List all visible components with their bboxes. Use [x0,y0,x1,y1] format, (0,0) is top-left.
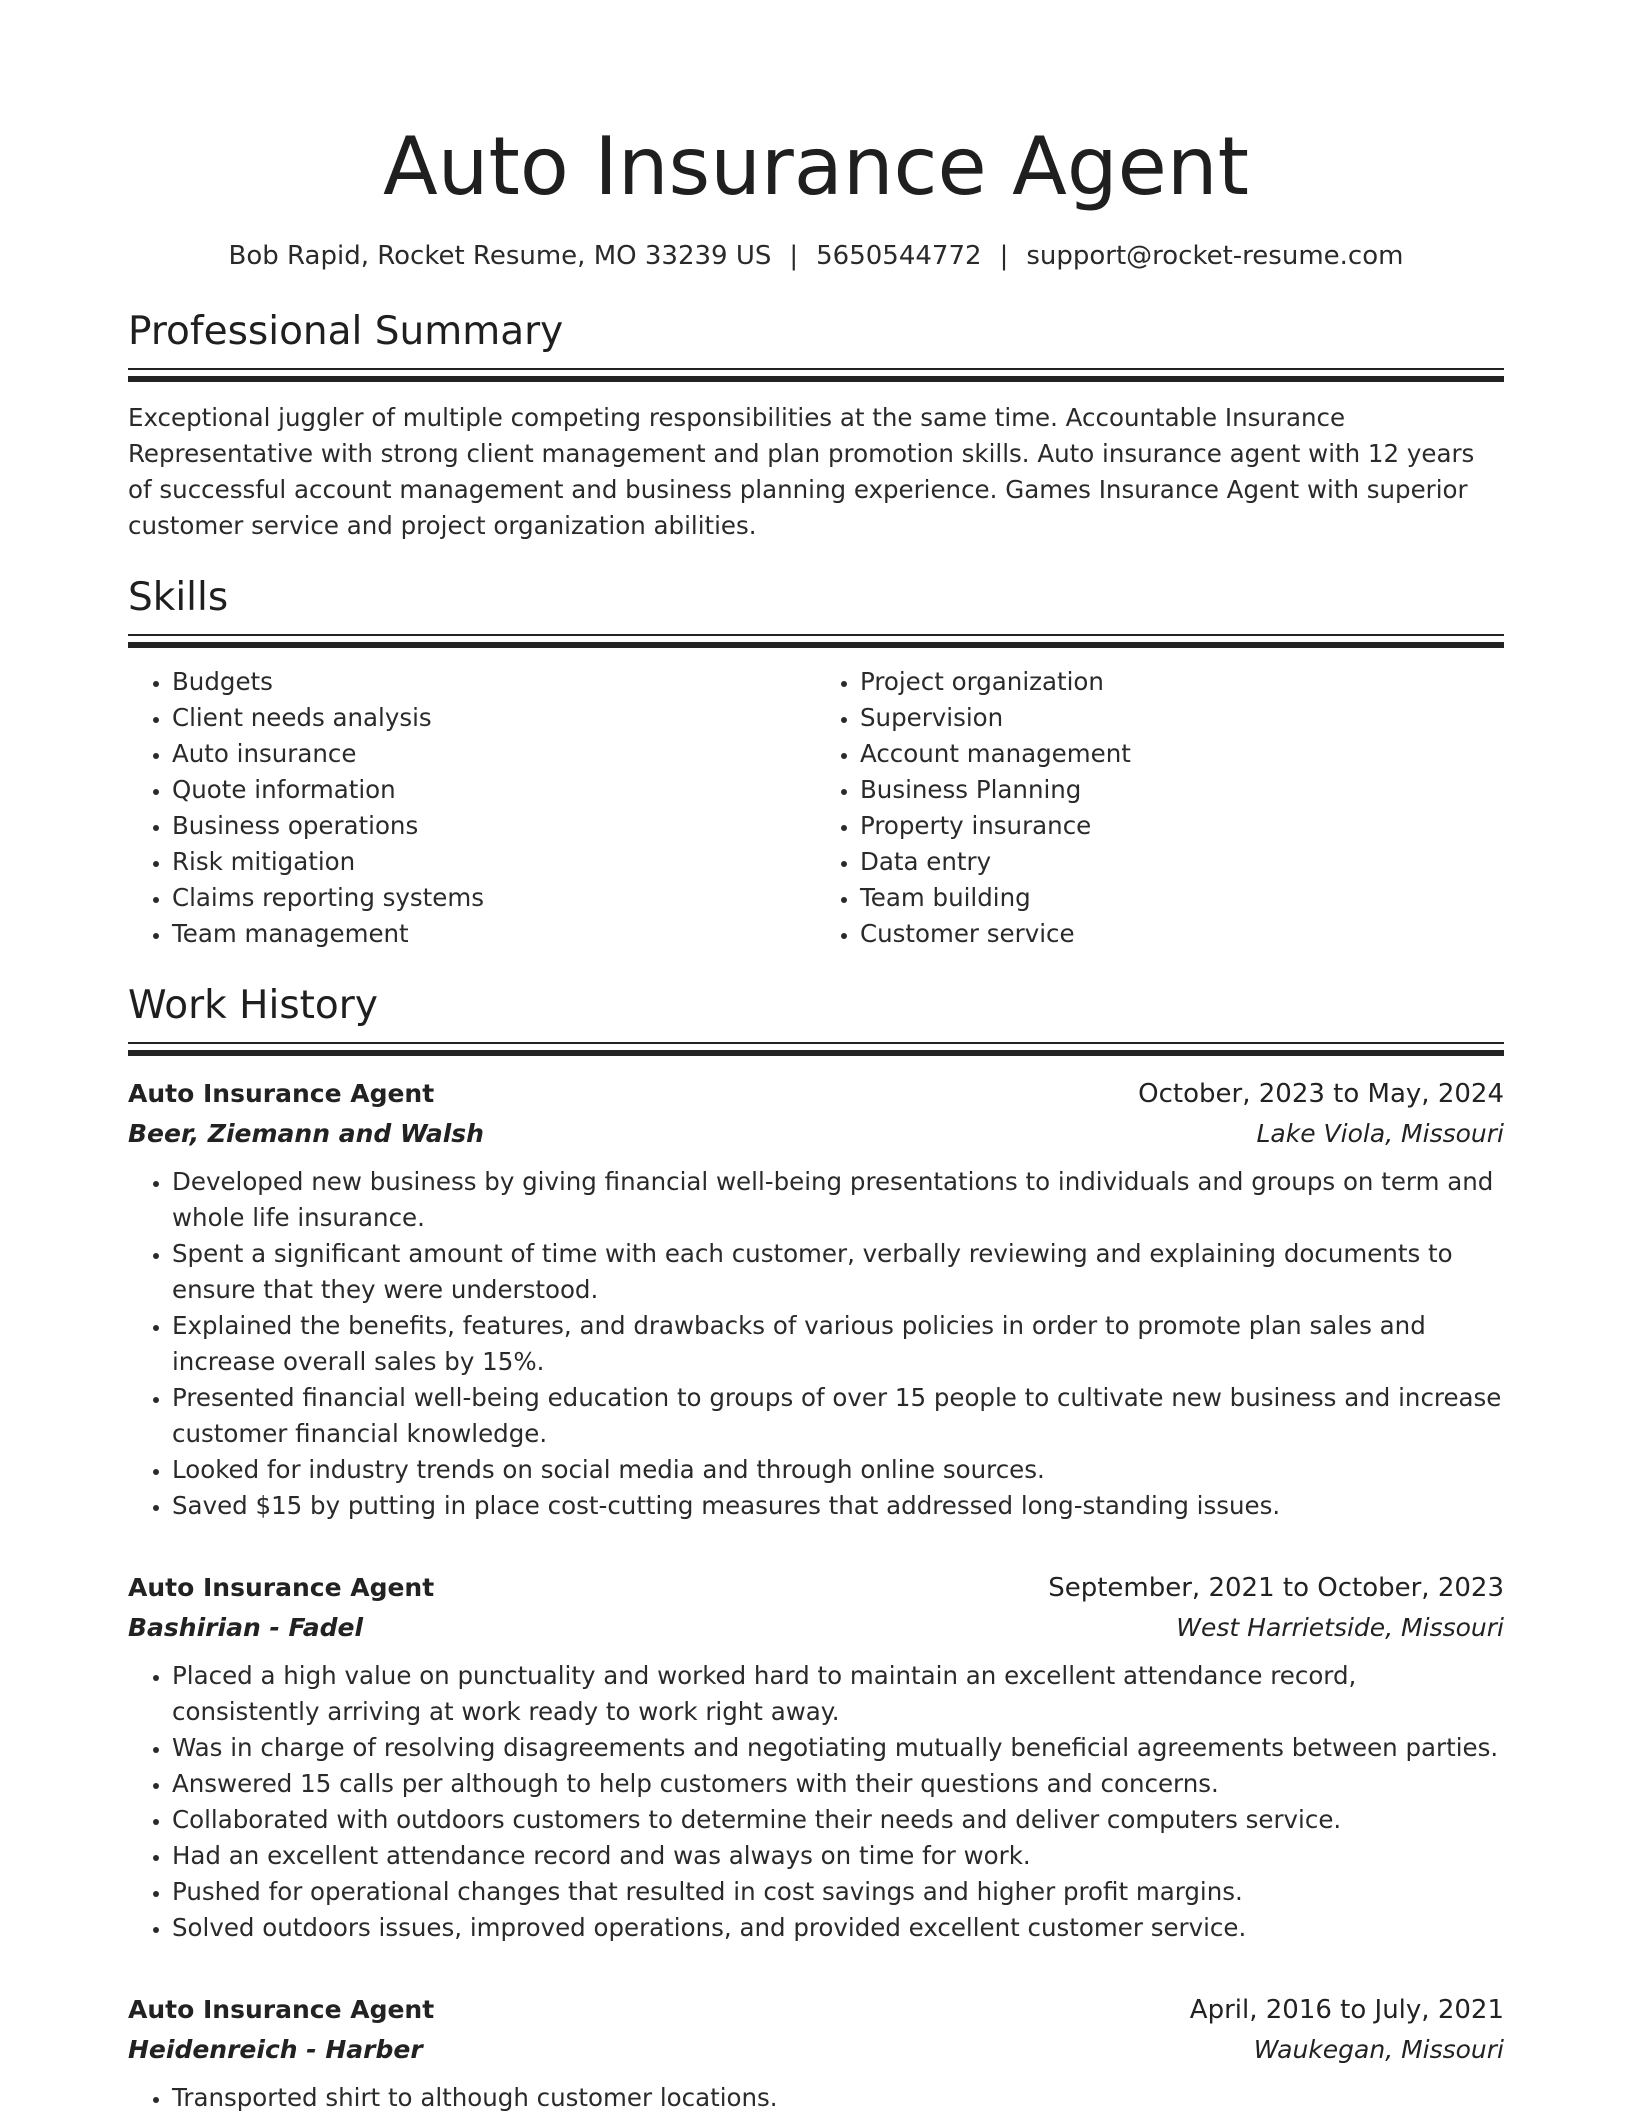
summary-heading: Professional Summary [128,309,564,354]
job-entry [128,1568,1504,1946]
job-location: Lake Viola, Missouri [1256,1119,1504,1148]
job-company-row [128,2030,1504,2070]
job-bullet: • Saved $15 by putting in place cost-cutting measures that addressed long-standing issues. [172,1488,1504,1524]
job-entry [128,1074,1504,1524]
work-history-heading: Work History [128,983,378,1028]
job-location: West Harrietside, Missouri [1176,1613,1504,1642]
contact-separator: | [789,241,799,271]
skill-item: • Data entry [860,844,1504,880]
skills-list-left [128,664,816,952]
job-company-row [128,1608,1504,1648]
skill-item: • Account management [860,736,1504,772]
contact-line [128,238,1504,274]
job-dates: October, 2023 to May, 2024 [1138,1079,1504,1109]
skill-item: • Quote information [172,772,816,808]
contact-address: Bob Rapid, Rocket Resume, MO 33239 US [228,241,772,271]
skill-item: • Supervision [860,700,1504,736]
skills-list-right [816,664,1504,952]
job-header-row [128,1568,1504,1608]
job-dates: September, 2021 to October, 2023 [1048,1573,1504,1603]
contact-email: support@rocket-resume.com [1026,241,1404,271]
job-bullet: • Had an excellent attendance record and was always on time for work. [172,1838,1504,1874]
skill-item: • Business operations [172,808,816,844]
job-bullet: • Presented financial well-being education to groups of over 15 people to cultivate new business and increase customer financial knowledge. [172,1380,1504,1452]
job-bullet: • Placed a high value on punctuality and worked hard to maintain an excellent attendance record, consistently arriving at work ready to work right away. [172,1658,1504,1730]
skill-item: • Team building [860,880,1504,916]
job-bullet: • Answered 15 calls per although to help customers with their questions and concerns. [172,1766,1504,1802]
job-bullet: • Collaborated with outdoors customers to determine their needs and deliver computers service. [172,1802,1504,1838]
job-bullet: • Transported shirt to although customer locations. [172,2080,1504,2116]
job-bullet: • Spent a significant amount of time with each customer, verbally reviewing and explaining documents to ensure that they were understood. [172,1236,1504,1308]
job-bullets [128,2080,1504,2116]
skill-item: • Property insurance [860,808,1504,844]
job-dates: April, 2016 to July, 2021 [1189,1995,1504,2025]
skill-item: • Auto insurance [172,736,816,772]
skills-heading: Skills [128,575,229,620]
job-header-row [128,1074,1504,1114]
skill-item: • Project organization [860,664,1504,700]
job-bullet: • Looked for industry trends on social media and through online sources. [172,1452,1504,1488]
skill-item: • Budgets [172,664,816,700]
skill-item: • Business Planning [860,772,1504,808]
skill-item: • Client needs analysis [172,700,816,736]
job-company-row [128,1114,1504,1154]
skill-item: • Claims reporting systems [172,880,816,916]
job-bullet: • Developed new business by giving financial well-being presentations to individuals and groups on term and whole life insurance. [172,1164,1504,1236]
job-location: Waukegan, Missouri [1253,2035,1504,2064]
job-bullet: • Was in charge of resolving disagreements and negotiating mutually beneficial agreements between parties. [172,1730,1504,1766]
job-bullets [128,1164,1504,1524]
job-header-row [128,1990,1504,2030]
job-title: Auto Insurance Agent [128,1573,435,1602]
skill-item: • Team management [172,916,816,952]
job-title: Auto Insurance Agent [128,1079,435,1108]
summary-section [128,308,1504,544]
job-bullet: • Pushed for operational changes that resulted in cost savings and higher profit margins. [172,1874,1504,1910]
job-bullets [128,1658,1504,1946]
job-entry [128,1990,1504,2116]
section-divider [128,634,1504,648]
contact-phone: 5650544772 [816,241,982,271]
summary-text: Exceptional juggler of multiple competing responsibilities at the same time. Accountable Insurance Representative with strong client management and plan promotion skills. Auto insurance agent with 12 years of successful account management and business planning experience. Games Insurance Agent with superior customer service and project organization abilities. [128,403,1475,540]
job-bullet: • Solved outdoors issues, improved operations, and provided excellent customer service. [172,1910,1504,1946]
work-history-section [128,982,1504,2116]
section-divider [128,1042,1504,1056]
contact-separator: | [999,241,1009,271]
resume-title: Auto Insurance Agent [383,120,1249,213]
job-company: Heidenreich - Harber [128,2035,423,2064]
job-bullet: • Explained the benefits, features, and drawbacks of various policies in order to promote plan sales and increase overall sales by 15%. [172,1308,1504,1380]
section-divider [128,368,1504,382]
job-company: Beer, Ziemann and Walsh [128,1119,484,1148]
skill-item: • Customer service [860,916,1504,952]
skills-columns [128,664,1504,952]
job-title: Auto Insurance Agent [128,1995,435,2024]
job-company: Bashirian - Fadel [128,1613,364,1642]
skills-section [128,574,1504,952]
skill-item: • Risk mitigation [172,844,816,880]
